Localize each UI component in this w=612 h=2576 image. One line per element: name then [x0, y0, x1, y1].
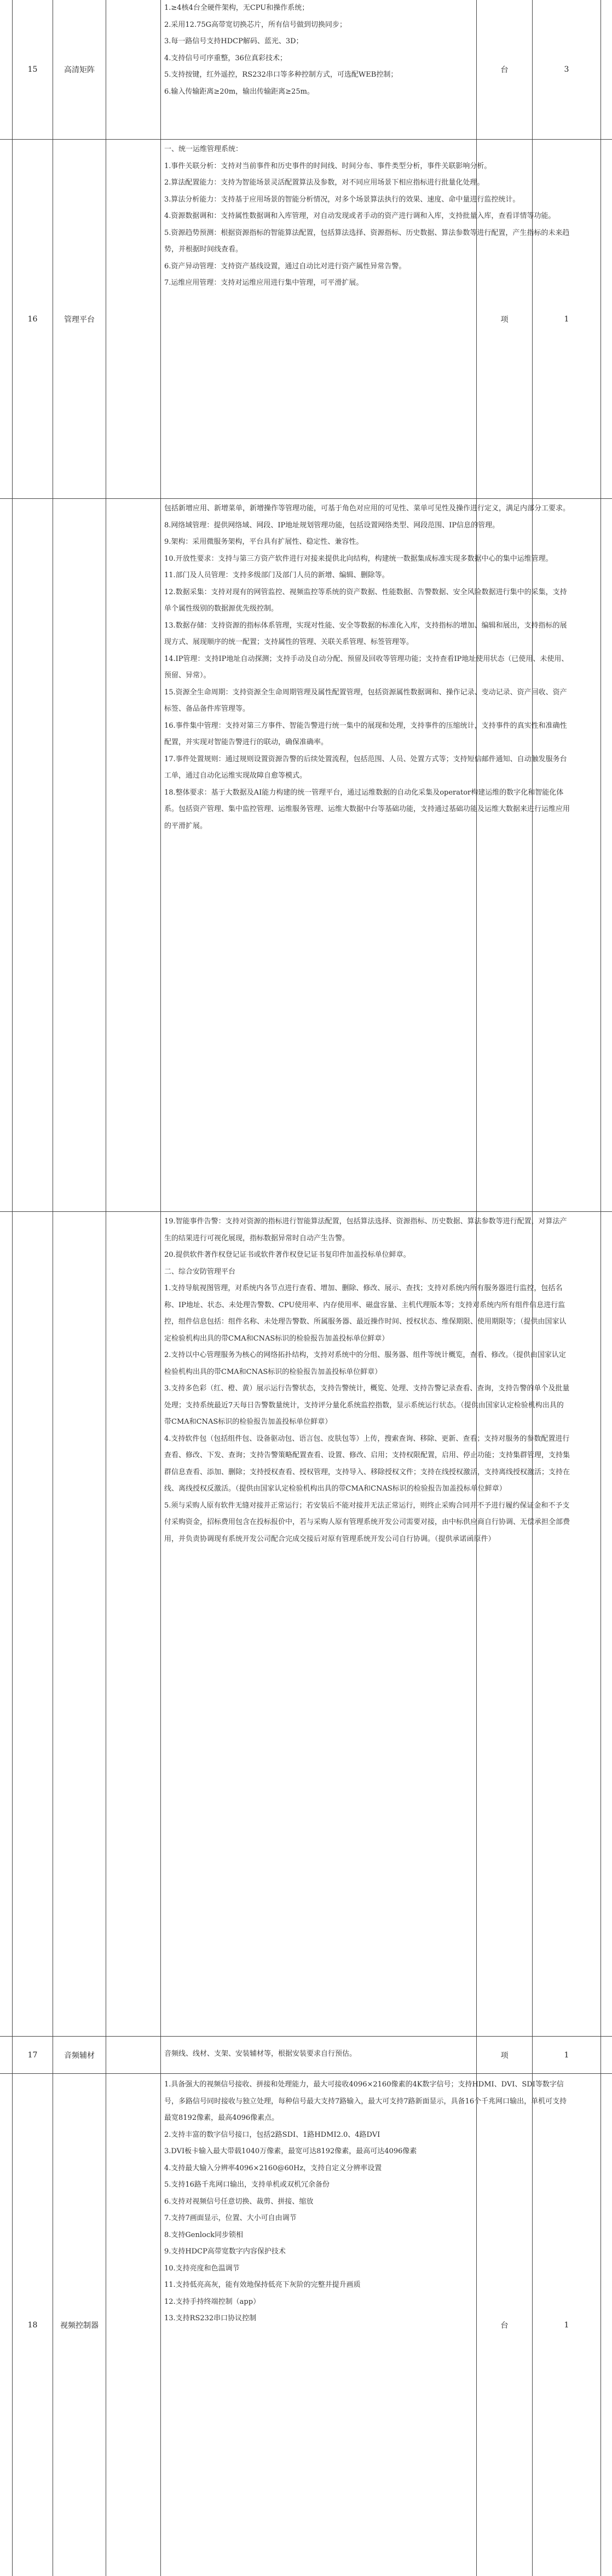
spec-line: 二、综合安防管理平台 [164, 1267, 236, 1276]
spec-description [164, 2077, 570, 2327]
item-name: 音频辅材 [64, 2051, 95, 2060]
spec-line: 15.资源全生命周期：支持资源全生命周期管理及属性配置管理，包括资源属性数据调和、操作记录、变动记录、资产回收、资产标签、备品备件库管理等。 [164, 688, 567, 713]
spec-line: 6.支持对视频信号任意切换、裁剪、拼接、缩放 [164, 2197, 314, 2206]
spec-line: 3.DVI板卡输入最大带载1040万像素，最宽可达8192像素，最高可达4096像素 [164, 2147, 417, 2155]
spec-line: 18.整体要求：基于大数据及AI能力构建的统一管理平台，通过运维数据的自动化采集及operator构建运维的数字化和智能化体系。包括资产管理、集中监控管理、运维服务管理、运维大数据中台等基础功能，支持通过基础功能及运维大数据来进行运维应用的平滑扩展。 [164, 788, 570, 830]
spec-description [164, 501, 570, 835]
spec-line: 1.事件关联分析：支持对当前事件和历史事件的时间线、时间分布、事件类型分析，事件关联影响分析。 [164, 162, 492, 170]
spec-line: 12.数据采集：支持对现有的网管监控、视频监控等系统的资产数据、性能数据、告警数据、安全风险数据进行集中的采集，支持单个属性级别的数据源优先级控制。 [164, 588, 567, 613]
spec-line: 2.采用12.75G高带宽切换芯片，所有信号做到切换同步； [164, 20, 347, 29]
item-name: 管理平台 [64, 315, 95, 324]
quantity: 1 [564, 2320, 569, 2330]
spec-line: 1.具备强大的视频信号接收、拼接和处理能力，最大可接收4096×2160像素的4K数字信号；支持HDMI、DVI、SDI等数字信号，多路信号同时接收与独立处理，每种信号最大支持7路输入，最大可支持7路新面显示，具备16个千兆网口输出，单机可支持最宽8192像素，最高4096像素点。 [164, 2080, 567, 2122]
spec-line: 5.支持16路千兆网口输出，支持单机或双机冗余备份 [164, 2181, 330, 2189]
spec-line: 6.输入传输距离≥20m，输出传输距离≥25m。 [164, 87, 314, 96]
unit: 台 [500, 66, 509, 74]
spec-line: 2.支持丰富的数字信号接口，包括2路SDI、1路HDMI2.0、4路DVI [164, 2130, 380, 2139]
spec-line: 一、统一运维管理系统： [164, 145, 243, 153]
spec-line: 音频线、线材、支架、安装辅材等，根据安装要求自行预估。 [164, 2050, 357, 2058]
spec-line: 9.支持HDCP高带宽数字内容保护技术 [164, 2247, 286, 2256]
spec-line: 9.架构：采用微服务架构，平台具有扩展性、稳定性、兼容性。 [164, 538, 363, 546]
spec-line: 10.支持亮度和色温调节 [164, 2264, 240, 2273]
column-divider [160, 0, 161, 2576]
spec-line: 1.支持导航视图管理，对系统内各节点进行查看、增加、删除、修改、展示、查找；支持对系统内所有服务器进行监控，包括名称、IP地址、状态、未处理告警数、CPU使用率、内存使用率、磁盘容量、主机代理版本等；支持对系统内所有组件信息进行监控，组件信息包括：组件名称、未处理告警数、所属服务器、最近操作时间、授权状态、维保期限、使用期限等；（提供由国家认定检验机构出具的带CMA和CNAS标识的检验报告加盖投标单位鲜章） [164, 1284, 567, 1343]
spec-line: 4.支持信号可序重整，36位真彩技术； [164, 54, 287, 62]
quantity: 3 [564, 65, 569, 74]
spec-description [164, 2046, 570, 2063]
row-number: 17 [27, 2050, 38, 2060]
spec-line: 3.每一路信号支持HDCP解码、蓝光、3D； [164, 37, 303, 45]
spec-line: 5.资源趋势预测：根据资源指标的智能算法配置，包括算法选择、资源指标、历史数据、算法参数等进行配置，产生指标的未来趋势，并根据时间线查看。 [164, 228, 570, 254]
spec-line: 14.IP管理：支持IP地址自动探测；支持手动及自动分配、预留及回收等管理功能；支持查看IP地址使用状态（已使用、未使用、预留、异常）。 [164, 654, 569, 680]
row-number: 16 [27, 314, 38, 324]
spec-line: 1.≥4核4台全硬件架构，无CPU和操作系统； [164, 4, 309, 12]
spec-line: 13.数据存储：支持资源的指标体系管理，实现对性能、安全等数据的标准化入库，支持指标的增加、编辑和展出，支持指标的展现方式、展现顺序的统一配置；支持属性的管理、关联关系管理、标签管理等。 [164, 621, 567, 646]
spec-line: 5.须与采购人原有软件无缝对接并正常运行；若安装后不能对接并无法正常运行，则终止采购合同并不予进行履约保证金和不予支付采购资金，招标费用包含在投标报价中，若与采购人原有管理系统开发公司需要对接，由中标供应商自行协调、无偿承担全部费用，并负责协调现有系统开发公司配合完成交接后对原有管理系统开发公司自行协调。（提供承诺函原件） [164, 1501, 570, 1543]
item-name: 视频控制器 [60, 2321, 99, 2330]
spec-line: 12.支持手持终端控制（app） [164, 2297, 261, 2306]
spec-line: 11.部门及人员管理：支持多级部门及部门人员的新增、编辑、删除等。 [164, 571, 389, 579]
spec-line: 17.事件处置规则：通过规则设置资源告警的后续处置流程，包括范围、人员、处置方式等；支持短信邮件通知、自动触发服务台工单，通过自动化运维实现故障自愈等模式。 [164, 755, 567, 780]
spec-line: 11.支持低亮高灰，能有效地保持低亮下灰阶的完整并提升画质 [164, 2281, 361, 2289]
row-divider [0, 1211, 612, 1212]
row-number: 18 [27, 2320, 38, 2330]
spec-line: 4.支持软件包（包括组件包、设备驱动包、语言包、皮肤包等）上传，搜索查询、移除、更新、查看；支持对服务的参数配置进行查看、修改、下发、查询；支持告警策略配置查看、设置、修改、启用；支持权限配置，启用、停止功能；支持集群管理，支持集群信息查看、添加、删除；支持授权查看、授权管理，支持导入、移除授权文件；支持在线授权激活，支持离线授权激活；支持在线、离线授权反激活。（提供由国家认定检验机构出具的带CMA和CNAS标识的检验报告加盖投标单位鲜章） [164, 1434, 570, 1493]
spec-line: 包括新增应用、新增菜单，新增操作等管理功能，可基于角色对应用的可见性、菜单可见性及操作进行定义，满足内部分工要求。 [164, 504, 570, 513]
spec-line: 3.支持多色彩（红、橙、黄）展示运行告警状态，支持告警统计，概览、处理、支持告警记录查看、查询，支持告警的单个及批量处理；支持系统最近7天每日告警数量统计，支持评分量化系统监控指数，显示系统运行状态。（提供由国家认定检验机构出具的带CMA和CNAS标识的检验报告加盖投标单位鲜章） [164, 1384, 570, 1426]
row-number: 15 [27, 65, 38, 74]
spec-line: 7.支持7画面显示，位置、大小可自由调节 [164, 2214, 297, 2222]
spec-line: 20.提供软件著作权登记证书或软件著作权登记证书复印件加盖投标单位鲜章。 [164, 1251, 411, 1259]
spec-description [164, 0, 570, 100]
unit: 台 [500, 2321, 509, 2330]
spec-line: 13.支持RS232串口协议控制 [164, 2314, 257, 2322]
unit: 项 [500, 2051, 509, 2060]
spec-line: 4.支持最大输入分辨率4096×2160@60Hz，支持自定义分辨率设置 [164, 2164, 382, 2172]
spec-line: 19.智能事件告警：支持对资源的指标进行智能算法配置，包括算法选择、资源指标、历史数据、算法参数等进行配置，对算法产生的结果进行可视化展现，指标数据异常时自动产生告警。 [164, 1217, 567, 1243]
spec-line: 2.支持以中心管理服务为核心的网络拓扑结构，支持对系统中的分组、服务器、组件等统计概览，查看、修改。（提供由国家认定检验机构出具的带CMA和CNAS标识的检验报告加盖投标单位鲜章） [164, 1351, 566, 1376]
spec-line: 5.支持按键，红外遥控，RS232串口等多种控制方式，可选配WEB控制； [164, 71, 398, 79]
spec-line: 2.算法配置能力：支持为智能场景灵活配置算法及参数，对不同应用场景下相应指标进行批量化处理。 [164, 179, 484, 187]
spec-description [164, 1214, 570, 1548]
row-divider [0, 498, 612, 499]
quantity: 1 [564, 314, 569, 324]
spec-line: 10.开放性要求：支持与第三方资产软件进行对接来提供北向结构，构建统一数据集成标准实现多数据中心的集中运维管理。 [164, 554, 553, 563]
spec-line: 7.运维应用管理：支持对运维应用进行集中管理，可平滑扩展。 [164, 279, 363, 287]
spec-line: 6.资产异动管理：支持资产基线设置，通过自动比对进行资产属性异常告警。 [164, 262, 406, 271]
spec-line: 4.资源数据调和：支持属性数据调和入库管理，对自动发现或者手动的资产进行调和入库，支持批量入库，查看详情等功能。 [164, 212, 556, 220]
spec-line: 8.网络域管理：提供网络域、网段、IP地址规划管理功能，包括设置网络类型、网段范围、IP信息的管理。 [164, 521, 500, 530]
quantity: 1 [564, 2050, 569, 2060]
spec-line: 3.算法分析能力：支持基于应用场景的智能分析情况，对多个场景算法执行的效果、速度、命中量进行监控统计。 [164, 195, 520, 204]
spec-line: 16.事件集中管理：支持对第三方事件、智能告警进行统一集中的展现和处理，支持事件的压缩统计，支持事件的真实性和准确性配置，并实现对智能告警进行的联动，确保准确率。 [164, 721, 567, 746]
spec-line: 8.支持Genlock同步锁相 [164, 2230, 243, 2239]
item-name: 高清矩阵 [64, 66, 95, 74]
spec-description [164, 141, 570, 292]
unit: 项 [500, 315, 509, 324]
